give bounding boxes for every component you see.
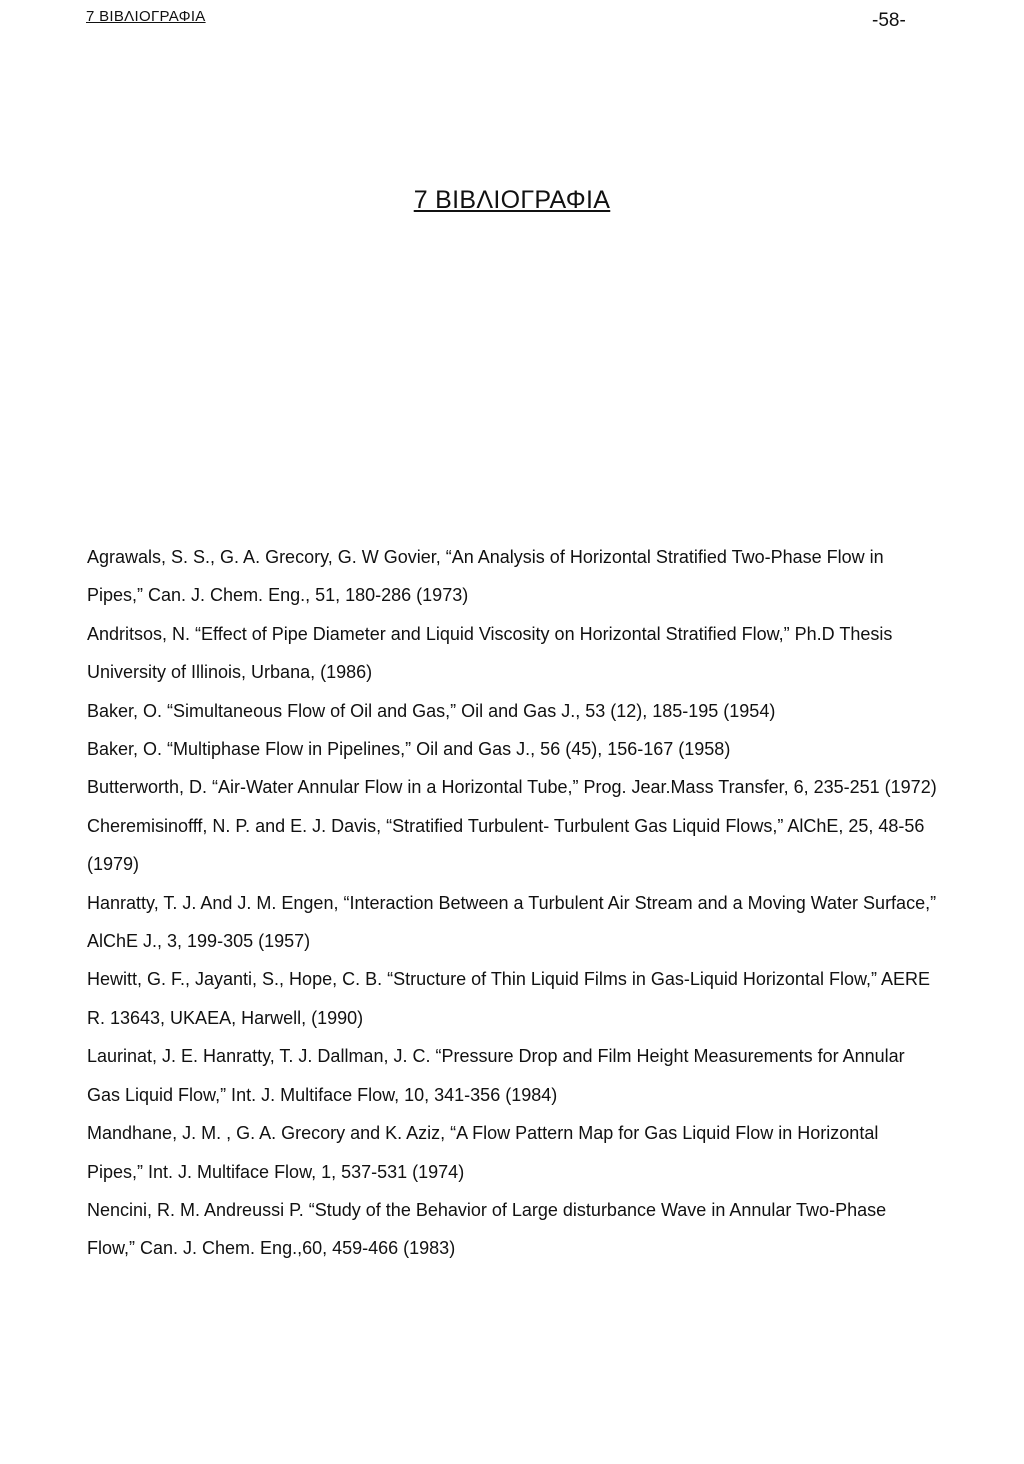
reference-agrawals: Agrawals, S. S., G. A. Grecory, G. W Govier, “An Analysis of Horizontal Stratified Two-Phase Flow in Pipes,” Can. J. Chem. Eng., 51, 180-286 (1973) — [87, 547, 884, 606]
reference-hanratty: Hanratty, T. J. And J. M. Engen, “Interaction Between a Turbulent Air Stream and a Moving Water Surface,” AlChE J., 3, 199-305 (1957) — [87, 892, 937, 952]
reference-baker-1958: Baker, O. “Multiphase Flow in Pipelines,” Oil and Gas J., 56 (45), 156-167 (1958) — [87, 739, 731, 760]
reference-laurinat: Laurinat, J. E. Hanratty, T. J. Dallman, J. C. “Pressure Drop and Film Height Measurements for Annular Gas Liquid Flow,” Int. J. Multiface Flow, 10, 341-356 (1984) — [87, 1046, 905, 1105]
chapter-title: 7 ΒΙΒΛΙΟΓΡΑΦΙΑ — [413, 186, 611, 214]
reference-baker-1954: Baker, O. “Simultaneous Flow of Oil and Gas,” Oil and Gas J., 53 (12), 185-195 (1954) — [87, 700, 776, 721]
running-title: 7 ΒΙΒΛΙΟΓΡΑΦΙΑ — [86, 8, 206, 25]
reference-andritsos: Andritsos, N. “Effect of Pipe Diameter and Liquid Viscosity on Horizontal Stratified Flow,” Ph.D Thesis University of Illinois, Urbana, (1986) — [87, 623, 893, 683]
reference-cheremisinoff: Cheremisinofff, N. P. and E. J. Davis, “Stratified Turbulent- Turbulent Gas Liquid Flows,” AlChE, 25, 48-56 (1979) — [87, 815, 925, 875]
reference-nencini: Nencini, R. M. Andreussi P. “Study of the Behavior of Large disturbance Wave in Annular Two-Phase Flow,” Can. J. Chem. Eng.,60, 459-466 (1983) — [87, 1199, 887, 1259]
running-header — [0, 8, 1024, 32]
reference-mandhane: Mandhane, J. M. , G. A. Grecory and K. Aziz, “A Flow Pattern Map for Gas Liquid Flow in Horizontal Pipes,” Int. J. Multiface Flow, 1, 537-531 (1974) — [87, 1123, 879, 1182]
reference-butterworth: Butterworth, D. “Air-Water Annular Flow in a Horizontal Tube,” Prog. Jear.Mass Transfer, 6, 235-251 (1972) — [87, 777, 937, 798]
reference-hewitt: Hewitt, G. F., Jayanti, S., Hope, C. B. “Structure of Thin Liquid Films in Gas-Liquid Horizontal Flow,” AERE R. 13643, UKAEA, Harwell, (1990) — [87, 969, 930, 1028]
bibliography-list — [87, 538, 937, 1268]
page-number: -58- — [872, 10, 906, 31]
